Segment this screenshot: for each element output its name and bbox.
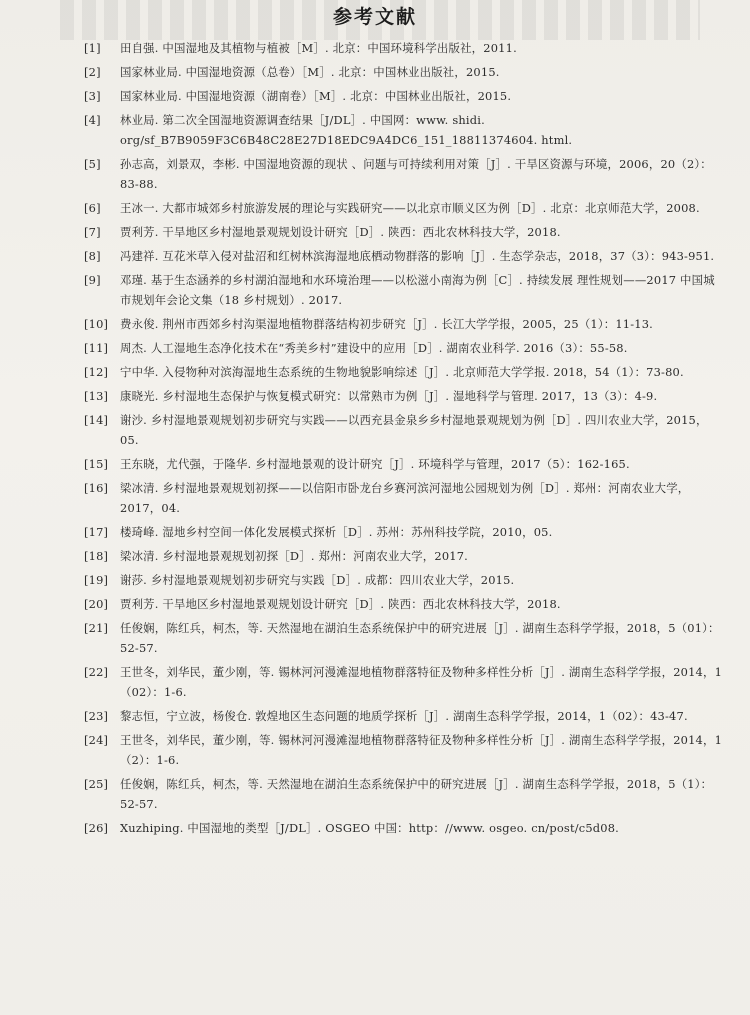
reference-number: [13] bbox=[84, 389, 109, 403]
reference-number: [17] bbox=[84, 525, 109, 539]
reference-item bbox=[84, 662, 724, 702]
reference-text: 周杰. 人工湿地生态净化技术在“秀美乡村”建设中的应用［D］. 湖南农业科学. 2016（3）：55-58. bbox=[120, 341, 628, 355]
reference-item bbox=[84, 62, 724, 82]
reference-item bbox=[84, 362, 724, 382]
reference-text: 梁冰清. 乡村湿地景观规划初探［D］. 郑州：河南农业大学，2017. bbox=[120, 549, 468, 563]
reference-number: [14] bbox=[84, 413, 109, 427]
reference-number: [10] bbox=[84, 317, 109, 331]
reference-text: 费永俊. 荆州市西郊乡村沟渠湿地植物群落结构初步研究［J］. 长江大学学报，2005，25（1）：11-13. bbox=[120, 317, 653, 331]
reference-text: 王世冬，刘华民，董少刚，等. 锡林河河漫滩湿地植物群落特征及物种多样性分析［J］. 湖南生态科学学报，2014，1（2）：1-6. bbox=[120, 733, 723, 767]
reference-text: 冯建祥. 互花米草入侵对盐沼和红树林滨海湿地底栖动物群落的影响［J］. 生态学杂志，2018，37（3）：943-951. bbox=[120, 249, 715, 263]
reference-item bbox=[84, 38, 724, 58]
reference-number: [2] bbox=[84, 65, 101, 79]
reference-number: [9] bbox=[84, 273, 101, 287]
reference-number: [22] bbox=[84, 665, 109, 679]
reference-item bbox=[84, 270, 724, 310]
reference-text: 王东晓，尤代强，于隆华. 乡村湿地景观的设计研究［J］. 环境科学与管理，2017（5）：162-165. bbox=[120, 457, 630, 471]
reference-number: [12] bbox=[84, 365, 109, 379]
reference-number: [3] bbox=[84, 89, 101, 103]
reference-item bbox=[84, 86, 724, 106]
reference-item bbox=[84, 546, 724, 566]
reference-item bbox=[84, 154, 724, 194]
reference-item bbox=[84, 314, 724, 334]
reference-text: 任俊娴，陈红兵，柯杰，等. 天然湿地在湖泊生态系统保护中的研究进展［J］. 湖南生态科学学报，2018，5（1）：52-57. bbox=[120, 777, 713, 811]
reference-number: [16] bbox=[84, 481, 109, 495]
reference-item bbox=[84, 478, 724, 518]
reference-item bbox=[84, 110, 724, 150]
reference-text: 贾利芳. 干旱地区乡村湿地景观规划设计研究［D］. 陕西：西北农林科技大学，2018. bbox=[120, 225, 561, 239]
reference-text: 任俊娴，陈红兵，柯杰，等. 天然湿地在湖泊生态系统保护中的研究进展［J］. 湖南生态科学学报，2018，5（01）：52-57. bbox=[120, 621, 720, 655]
reference-text: 王世冬，刘华民，董少刚，等. 锡林河河漫滩湿地植物群落特征及物种多样性分析［J］. 湖南生态科学学报，2014，1（02）：1-6. bbox=[120, 665, 723, 699]
reference-text: 梁冰清. 乡村湿地景观规划初探——以信阳市卧龙台乡赛河滨河湿地公园规划为例［D］. 郑州：河南农业大学，2017，04. bbox=[120, 481, 690, 515]
reference-number: [26] bbox=[84, 821, 109, 835]
reference-number: [5] bbox=[84, 157, 101, 171]
reference-text: 康晓光. 乡村湿地生态保护与恢复模式研究：以常熟市为例［J］. 湿地科学与管理. 2017，13（3）：4-9. bbox=[120, 389, 658, 403]
reference-item bbox=[84, 618, 724, 658]
reference-item bbox=[84, 570, 724, 590]
reference-item bbox=[84, 730, 724, 770]
reference-number: [18] bbox=[84, 549, 109, 563]
reference-text: 宁中华. 入侵物种对滨海湿地生态系统的生物地貌影响综述［J］. 北京师范大学学报. 2018，54（1）：73-80. bbox=[120, 365, 684, 379]
reference-text: 邓瑾. 基于生态涵养的乡村湖泊湿地和水环境治理——以松滋小南海为例［C］. 持续发展 理性规划——2017 中国城市规划年会论文集（18 乡村规划）. 2017. bbox=[120, 273, 715, 307]
reference-text: 王冰一. 大都市城郊乡村旅游发展的理论与实践研究——以北京市顺义区为例［D］. 北京：北京师范大学，2008. bbox=[120, 201, 700, 215]
reference-item bbox=[84, 774, 724, 814]
reference-number: [21] bbox=[84, 621, 109, 635]
reference-number: [6] bbox=[84, 201, 101, 215]
reference-number: [11] bbox=[84, 341, 109, 355]
reference-number: [8] bbox=[84, 249, 101, 263]
reference-text: 孙志高，刘景双，李彬. 中国湿地资源的现状 、问题与可持续利用对策［J］. 干旱区资源与环境，2006，20（2）：83-88. bbox=[120, 157, 712, 191]
reference-text: 谢沙. 乡村湿地景观规划初步研究与实践——以西充县金泉乡乡村湿地景观规划为例［D］. 四川农业大学，2015，05. bbox=[120, 413, 708, 447]
reference-item bbox=[84, 454, 724, 474]
reference-number: [7] bbox=[84, 225, 101, 239]
reference-number: [23] bbox=[84, 709, 109, 723]
reference-item bbox=[84, 594, 724, 614]
reference-text: 国家林业局. 中国湿地资源（总卷）［M］. 北京：中国林业出版社，2015. bbox=[120, 65, 500, 79]
reference-item bbox=[84, 198, 724, 218]
reference-text: 黎志恒，宁立波，杨俊仓. 敦煌地区生态问题的地质学探析［J］. 湖南生态科学学报，2014，1（02）：43-47. bbox=[120, 709, 688, 723]
reference-number: [25] bbox=[84, 777, 109, 791]
reference-item bbox=[84, 338, 724, 358]
reference-item bbox=[84, 246, 724, 266]
reference-item bbox=[84, 522, 724, 542]
reference-text: 贾利芳. 干旱地区乡村湿地景观规划设计研究［D］. 陕西：西北农林科技大学，2018. bbox=[120, 597, 561, 611]
reference-item bbox=[84, 410, 724, 450]
reference-number: [19] bbox=[84, 573, 109, 587]
reference-item bbox=[84, 818, 724, 838]
reference-text: 楼琦峰. 湿地乡村空间一体化发展模式探析［D］. 苏州：苏州科技学院，2010，05. bbox=[120, 525, 553, 539]
reference-text: 田自强. 中国湿地及其植物与植被［M］. 北京：中国环境科学出版社，2011. bbox=[120, 41, 517, 55]
reference-number: [24] bbox=[84, 733, 109, 747]
page-title: 参考文献 bbox=[332, 6, 417, 28]
reference-number: [15] bbox=[84, 457, 109, 471]
reference-number: [1] bbox=[84, 41, 101, 55]
reference-item bbox=[84, 706, 724, 726]
reference-list bbox=[84, 38, 724, 842]
reference-number: [20] bbox=[84, 597, 109, 611]
reference-item bbox=[84, 386, 724, 406]
reference-text: 国家林业局. 中国湿地资源（湖南卷）［M］. 北京：中国林业出版社，2015. bbox=[120, 89, 512, 103]
reference-number: [4] bbox=[84, 113, 101, 127]
reference-text: 林业局. 第二次全国湿地资源调查结果［J/DL］. 中国网：www. shidi. org/sf_B7B9059F3C6B48C28E27D18EDC9A4DC6_151_18811374604. html. bbox=[120, 113, 573, 147]
reference-text: Xuzhiping. 中国湿地的类型［J/DL］. OSGEO 中国：http：//www. osgeo. cn/post/c5d08. bbox=[120, 821, 619, 835]
reference-text: 谢莎. 乡村湿地景观规划初步研究与实践［D］. 成都：四川农业大学，2015. bbox=[120, 573, 515, 587]
reference-item bbox=[84, 222, 724, 242]
